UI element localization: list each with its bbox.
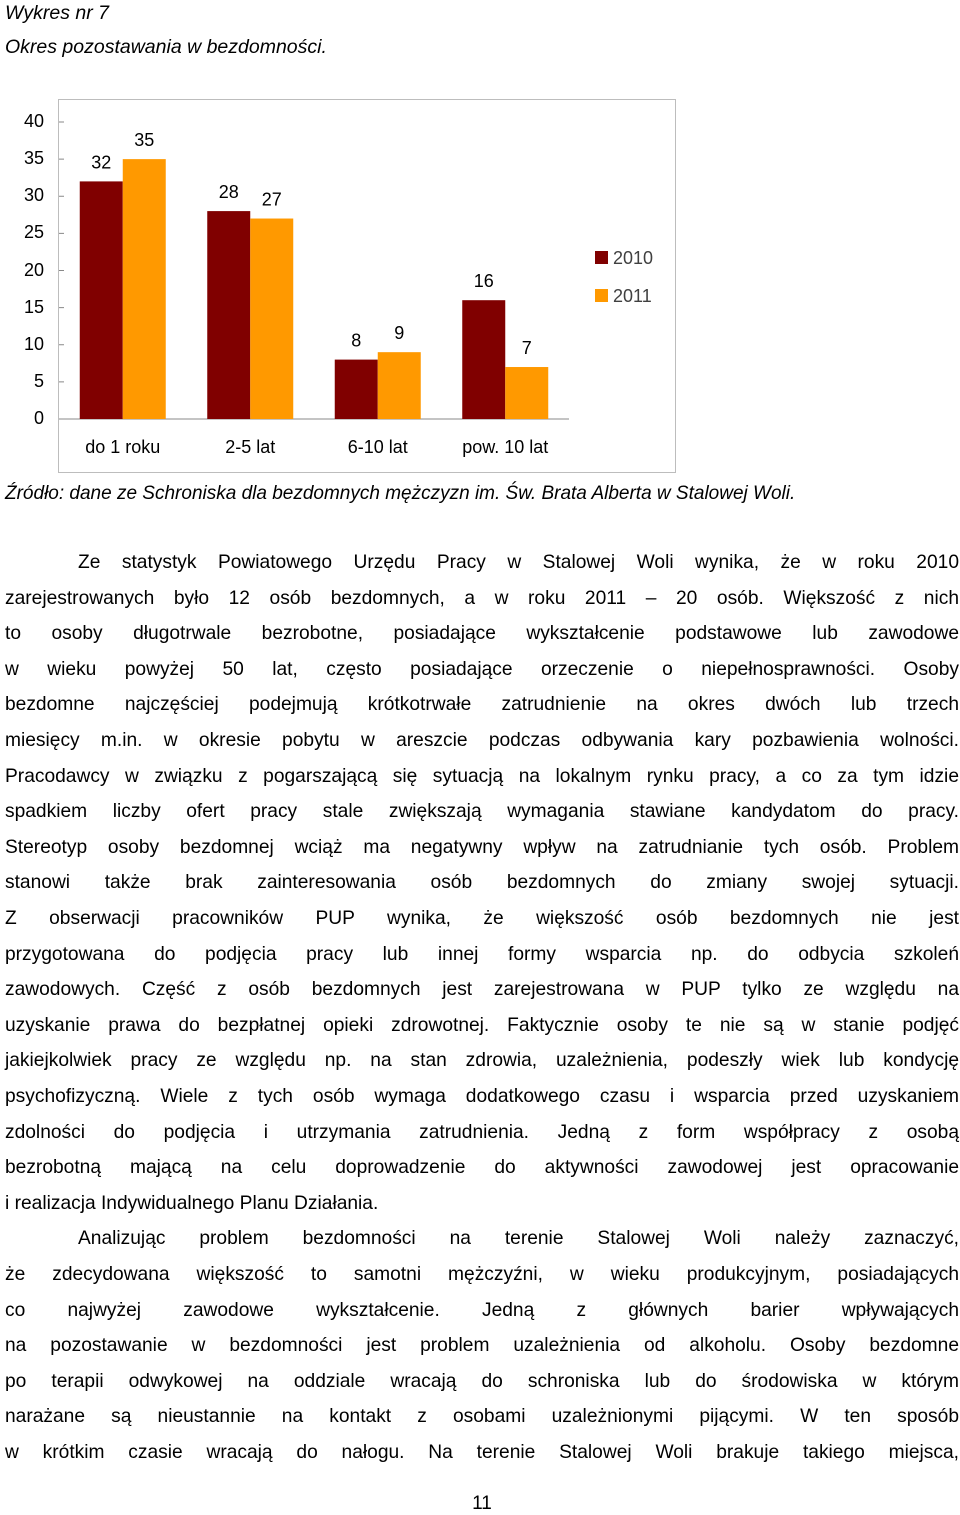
- legend-label: 2010: [613, 248, 654, 268]
- x-tick-label: do 1 roku: [85, 437, 161, 457]
- data-label: 7: [521, 338, 532, 359]
- y-tick-label: 25: [23, 222, 44, 243]
- bar-2011: [123, 159, 166, 419]
- text-line: bezdomne najczęściej podejmują krótkotrwałe zatrudnienie na okres dwóch lub trzech: [5, 694, 959, 716]
- text-line: w krótkim czasie wracają do nałogu. Na terenie Stalowej Woli brakuje takiego miejsca,: [5, 1442, 959, 1463]
- text-line: zawodowych. Część z osób bezdomnych jest zarejestrowana w PUP tylko ze względu na: [5, 979, 959, 1001]
- text-line: spadkiem liczby ofert pracy stale zwiększają wymagania stawiane kandydatom do pracy.: [5, 801, 959, 823]
- text-line: jakiejkolwiek pracy ze względu np. na stan zdrowia, uzależnienia, podeszły wiek lub kondycję: [5, 1050, 959, 1072]
- legend-label: 2011: [613, 286, 652, 306]
- y-tick-label: 35: [23, 148, 44, 169]
- text-line: Z obserwacji pracowników PUP wynika, że większość osób bezdomnych nie jest: [5, 908, 959, 929]
- bar-2010: [207, 211, 250, 419]
- bar-2011: [378, 352, 421, 419]
- y-tick-label: 0: [33, 408, 44, 428]
- text-line: Ze statystyk Powiatowego Urzędu Pracy w Stalowej Woli wynika, że w roku 2010: [78, 552, 959, 573]
- bar-2010: [462, 300, 505, 419]
- page-number: 11: [472, 1493, 492, 1514]
- text-line: Pracodawcy w związku z pogarszającą się sytuacją na lokalnym rynku pracy, a co za tym idzie: [5, 765, 959, 787]
- text-line: że zdecydowana większość to samotni mężczyźni, w wieku produkcyjnym, posiadających: [5, 1264, 959, 1285]
- source-note: Źródło: dane ze Schroniska dla bezdomnych mężczyzn im. Św. Brata Alberta w Stalowej Woli.: [5, 483, 796, 504]
- x-tick-label: 6-10 lat: [347, 437, 408, 457]
- data-label: 8: [351, 330, 362, 351]
- text-line: miesięcy m.in. w okresie pobytu w areszcie podczas odbywania kary pozbawienia wolności.: [5, 730, 959, 751]
- text-line: co najwyżej zawodowe wykształcenie. Jedną z głównych barier wpływających: [5, 1299, 959, 1321]
- legend-swatch-2010: [595, 251, 608, 264]
- text-line: narażane są nieustannie na kontakt z osobami uzależnionymi pijącymi. W ten sposób: [5, 1406, 959, 1428]
- bar-2011: [250, 219, 293, 419]
- text-line: i realizacja Indywidualnego Planu Działania.: [5, 1192, 379, 1214]
- text-line: to osoby długotrwale bezrobotne, posiadające wykształcenie podstawowe lub zawodowe: [5, 623, 959, 645]
- text-line: stanowi także brak zainteresowania osób bezdomnych do zmiany swojej sytuacji.: [5, 872, 959, 894]
- bar-chart: [59, 100, 675, 472]
- data-label: 16: [473, 271, 494, 292]
- x-tick-label: 2-5 lat: [225, 437, 276, 457]
- text-line: zdolności do podjęcia i utrzymania zatrudnienia. Jedną z form współpracy z osobą: [5, 1121, 959, 1143]
- data-label: 32: [91, 152, 112, 173]
- y-tick-label: 5: [33, 370, 44, 391]
- y-tick-label: 40: [23, 111, 44, 131]
- text-line: Analizując problem bezdomności na terenie Stalowej Woli należy zaznaczyć,: [78, 1228, 959, 1250]
- bar-2011: [505, 367, 548, 419]
- text-line: psychofizyczną. Wiele z tych osób wymaga dodatkowego czasu i wsparcia przed uzyskaniem: [5, 1086, 959, 1107]
- data-label: 27: [261, 189, 282, 210]
- text-line: przygotowana do podjęcia pracy lub innej formy wsparcia np. do odbycia szkoleń: [5, 943, 959, 965]
- bar-2010: [80, 181, 123, 419]
- bar-2010: [335, 360, 378, 419]
- y-tick-label: 10: [23, 333, 44, 354]
- text-line: na pozostawanie w bezdomności jest problem uzależnienia od alkoholu. Osoby bezdomne: [5, 1335, 959, 1357]
- y-tick-label: 15: [23, 296, 44, 317]
- y-tick-label: 20: [23, 259, 44, 280]
- x-tick-label: pow. 10 lat: [462, 437, 549, 457]
- text-line: w wieku powyżej 50 lat, często posiadające orzeczenie o niepełnosprawności. Osoby: [5, 658, 959, 680]
- text-line: po terapii odwykowej na oddziale wracają do schroniska lub do środowiska w którym: [5, 1370, 959, 1392]
- y-tick-label: 30: [23, 185, 44, 206]
- data-label: 28: [218, 182, 239, 203]
- data-label: 9: [394, 323, 405, 344]
- text-line: Stereotyp osoby bezdomnej wciąż ma negatywny wpływ na zatrudnianie tych osób. Problem: [5, 836, 959, 858]
- figure-label: Wykres nr 7: [5, 2, 110, 24]
- figure-title: Okres pozostawania w bezdomności.: [5, 36, 327, 58]
- text-line: zarejestrowanych było 12 osób bezdomnych, a w roku 2011 – 20 osób. Większość z nich: [5, 587, 959, 609]
- data-label: 35: [134, 130, 155, 151]
- legend-swatch-2011: [595, 289, 608, 302]
- chart-frame: [58, 99, 676, 473]
- text-line: uzyskanie prawa do bezpłatnej opieki zdrowotnej. Faktycznie osoby te nie są w stanie podjęć: [5, 1014, 959, 1036]
- text-line: bezrobotną mającą na celu doprowadzenie do aktywności zawodowej jest opracowanie: [5, 1157, 959, 1179]
